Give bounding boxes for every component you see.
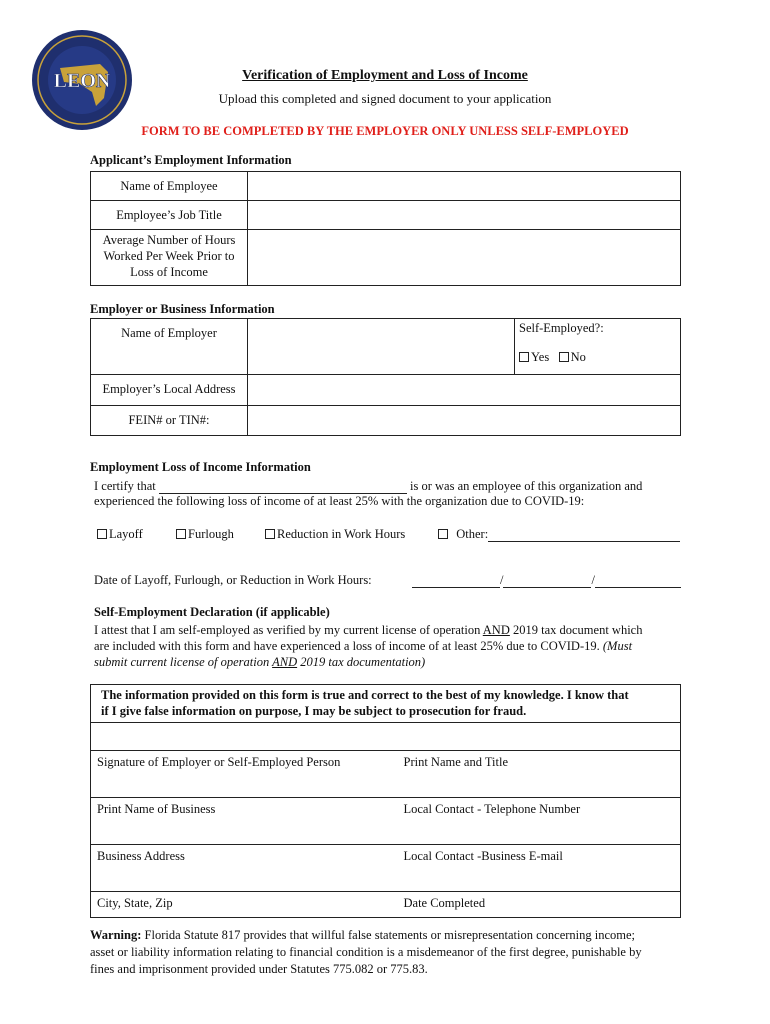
city-state-zip-field[interactable]: City, State, Zip [91,892,398,918]
date-completed-field[interactable]: Date Completed [398,892,681,918]
self-employment-text: I attest that I am self-employed as verified by my current license of operation AND 2019 tax document which are included with this form and have experienced a loss of income of at least 25% due to COVID-19. (Must submit current license of operation AND 2019 tax documentation) [94,623,643,669]
declaration-statement: The information provided on this form is true and correct to the best of my knowledge. I know that if I give false information on purpose, I may be subject to prosecution for fraud. [91,685,681,723]
employer-address-label: Employer’s Local Address [91,375,248,406]
employer-address-field[interactable] [248,375,681,406]
self-employed-no-checkbox[interactable] [559,352,569,362]
option-furlough[interactable]: Furlough [176,527,234,542]
seal-text: LEON [53,70,111,92]
employer-only-notice: FORM TO BE COMPLETED BY THE EMPLOYER ONLY UNLESS SELF-EMPLOYED [141,124,629,138]
job-title-label: Employee’s Job Title [91,201,248,230]
print-name-title-field[interactable]: Print Name and Title [398,751,681,798]
signature-table [90,684,681,918]
employee-name-label: Name of Employee [91,172,248,201]
employer-name-field[interactable] [248,319,515,375]
self-employment-title: Self-Employment Declaration (if applicable) [94,605,330,619]
self-employed-label: Self-Employed?: [519,321,604,335]
applicant-section-title: Applicant’s Employment Information [90,153,292,167]
hours-worked-label: Average Number of Hours Worked Per Week Prior to Loss of Income [91,230,248,286]
yes-label: Yes [531,350,550,364]
no-label: No [570,350,586,364]
certify-line-1: I certify that is or was an employee of this organization and [94,479,643,493]
employer-section-title: Employer or Business Information [90,302,275,316]
employer-table [90,318,681,436]
reduction-checkbox[interactable] [265,529,275,539]
option-other[interactable]: Other: [438,527,680,542]
option-reduction[interactable]: Reduction in Work Hours [265,527,405,542]
signature-field[interactable]: Signature of Employer or Self-Employed Person [91,751,398,798]
hours-worked-field[interactable] [248,230,681,286]
fein-field[interactable] [248,406,681,436]
telephone-field[interactable]: Local Contact - Telephone Number [398,798,681,845]
business-address-field[interactable]: Business Address [91,845,398,892]
date-field[interactable]: / / [412,573,684,588]
other-field[interactable] [488,530,680,542]
warning-text: Warning: Florida Statute 817 provides that willful false statements or misrepresentation concerning income; asset or liability information relating to financial condition is a misdemeanor of the first degree, punishable by fines and imprisonment provided under Statutes 775.082 or 775.83. [90,928,642,976]
option-layoff[interactable]: Layoff [97,527,143,542]
employee-name-blank[interactable] [159,482,407,494]
self-employed-yes-checkbox[interactable] [519,352,529,362]
warning-label: Warning: [90,928,142,942]
employee-name-field[interactable] [248,172,681,201]
applicant-table [90,171,681,286]
business-name-field[interactable]: Print Name of Business [91,798,398,845]
fein-label: FEIN# or TIN#: [91,406,248,436]
date-label: Date of Layoff, Furlough, or Reduction in Work Hours: [94,573,372,587]
business-email-field[interactable]: Local Contact -Business E-mail [398,845,681,892]
other-checkbox[interactable] [438,529,448,539]
certify-line-2: experienced the following loss of income of at least 25% with the organization due to COVID-19: [94,494,585,508]
employer-name-label: Name of Employer [91,319,248,375]
layoff-checkbox[interactable] [97,529,107,539]
furlough-checkbox[interactable] [176,529,186,539]
job-title-field[interactable] [248,201,681,230]
form-title: Verification of Employment and Loss of Income [242,68,528,83]
self-employed-box [515,319,681,375]
form-subtitle: Upload this completed and signed document to your application [218,91,552,106]
loss-section-title: Employment Loss of Income Information [90,460,311,474]
signature-space[interactable] [91,723,681,751]
